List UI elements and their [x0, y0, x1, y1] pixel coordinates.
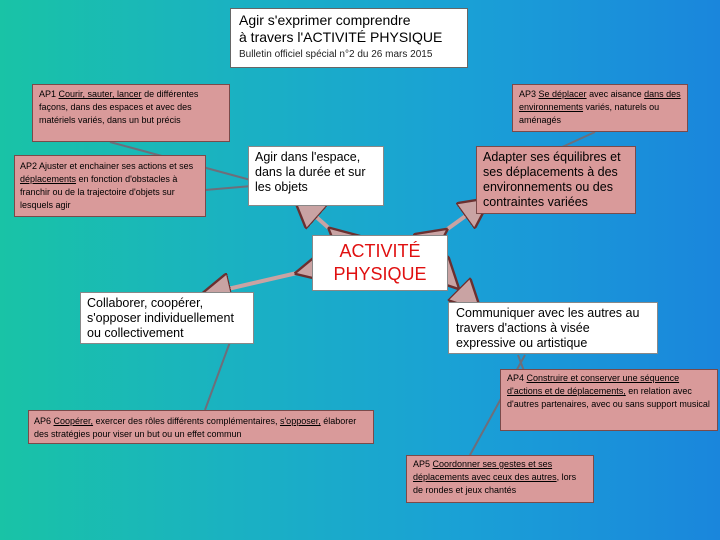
ap6-box: AP6 Coopérer, exercer des rôles différents complémentaires, s'opposer, élaborer des stratégies pour viser un but ou un effet commun — [28, 410, 374, 444]
arrow-to-collaborer — [215, 270, 310, 292]
title-line2: à travers l'ACTIVITÉ PHYSIQUE — [239, 29, 443, 45]
arrow-to-communiquer — [448, 278, 470, 300]
adapter-box: Adapter ses équilibres et ses déplacements à des environnements ou des contraintes variées — [476, 146, 636, 214]
arrow-to-agir-espace — [305, 207, 340, 238]
title-subtitle: Bulletin officiel spécial n°2 du 26 mars 2015 — [239, 49, 433, 60]
agir-espace-box: Agir dans l'espace, dans la durée et sur les objets — [248, 146, 384, 206]
communiquer-box: Communiquer avec les autres au travers d'actions à visée expressive ou artistique — [448, 302, 658, 354]
center-activite-physique — [312, 235, 448, 291]
center-line1: ACTIVITÉ — [339, 241, 421, 261]
connector-ap6 — [205, 342, 230, 410]
center-line2: PHYSIQUE — [333, 264, 427, 284]
ap3-box: AP3 Se déplacer avec aisance dans des environnements variés, naturels ou aménagés — [512, 84, 688, 132]
connector-ap2 — [205, 186, 252, 190]
ap2-box: AP2 Ajuster et enchainer ses actions et ses déplacements en fonction d'obstacles à franchir ou de la trajectoire d'objets sur lesquels agir — [14, 155, 206, 217]
title-line1: Agir s'exprimer comprendre — [239, 12, 411, 28]
ap5-box: AP5 Coordonner ses gestes et ses déplacements avec ceux des autres, lors de rondes et jeux chantés — [406, 455, 594, 503]
collaborer-box: Collaborer, coopérer, s'opposer individuellement ou collectivement — [80, 292, 254, 344]
arrow-to-adapter — [435, 207, 478, 238]
title-box — [230, 8, 468, 68]
ap4-box: AP4 Construire et conserver une séquence d'actions et de déplacements, en relation avec d'autres partenaires, avec ou sans support musical — [500, 369, 718, 431]
ap1-box: AP1 Courir, sauter, lancer de différentes façons, dans des espaces et avec des matériels variés, dans un but précis — [32, 84, 230, 142]
